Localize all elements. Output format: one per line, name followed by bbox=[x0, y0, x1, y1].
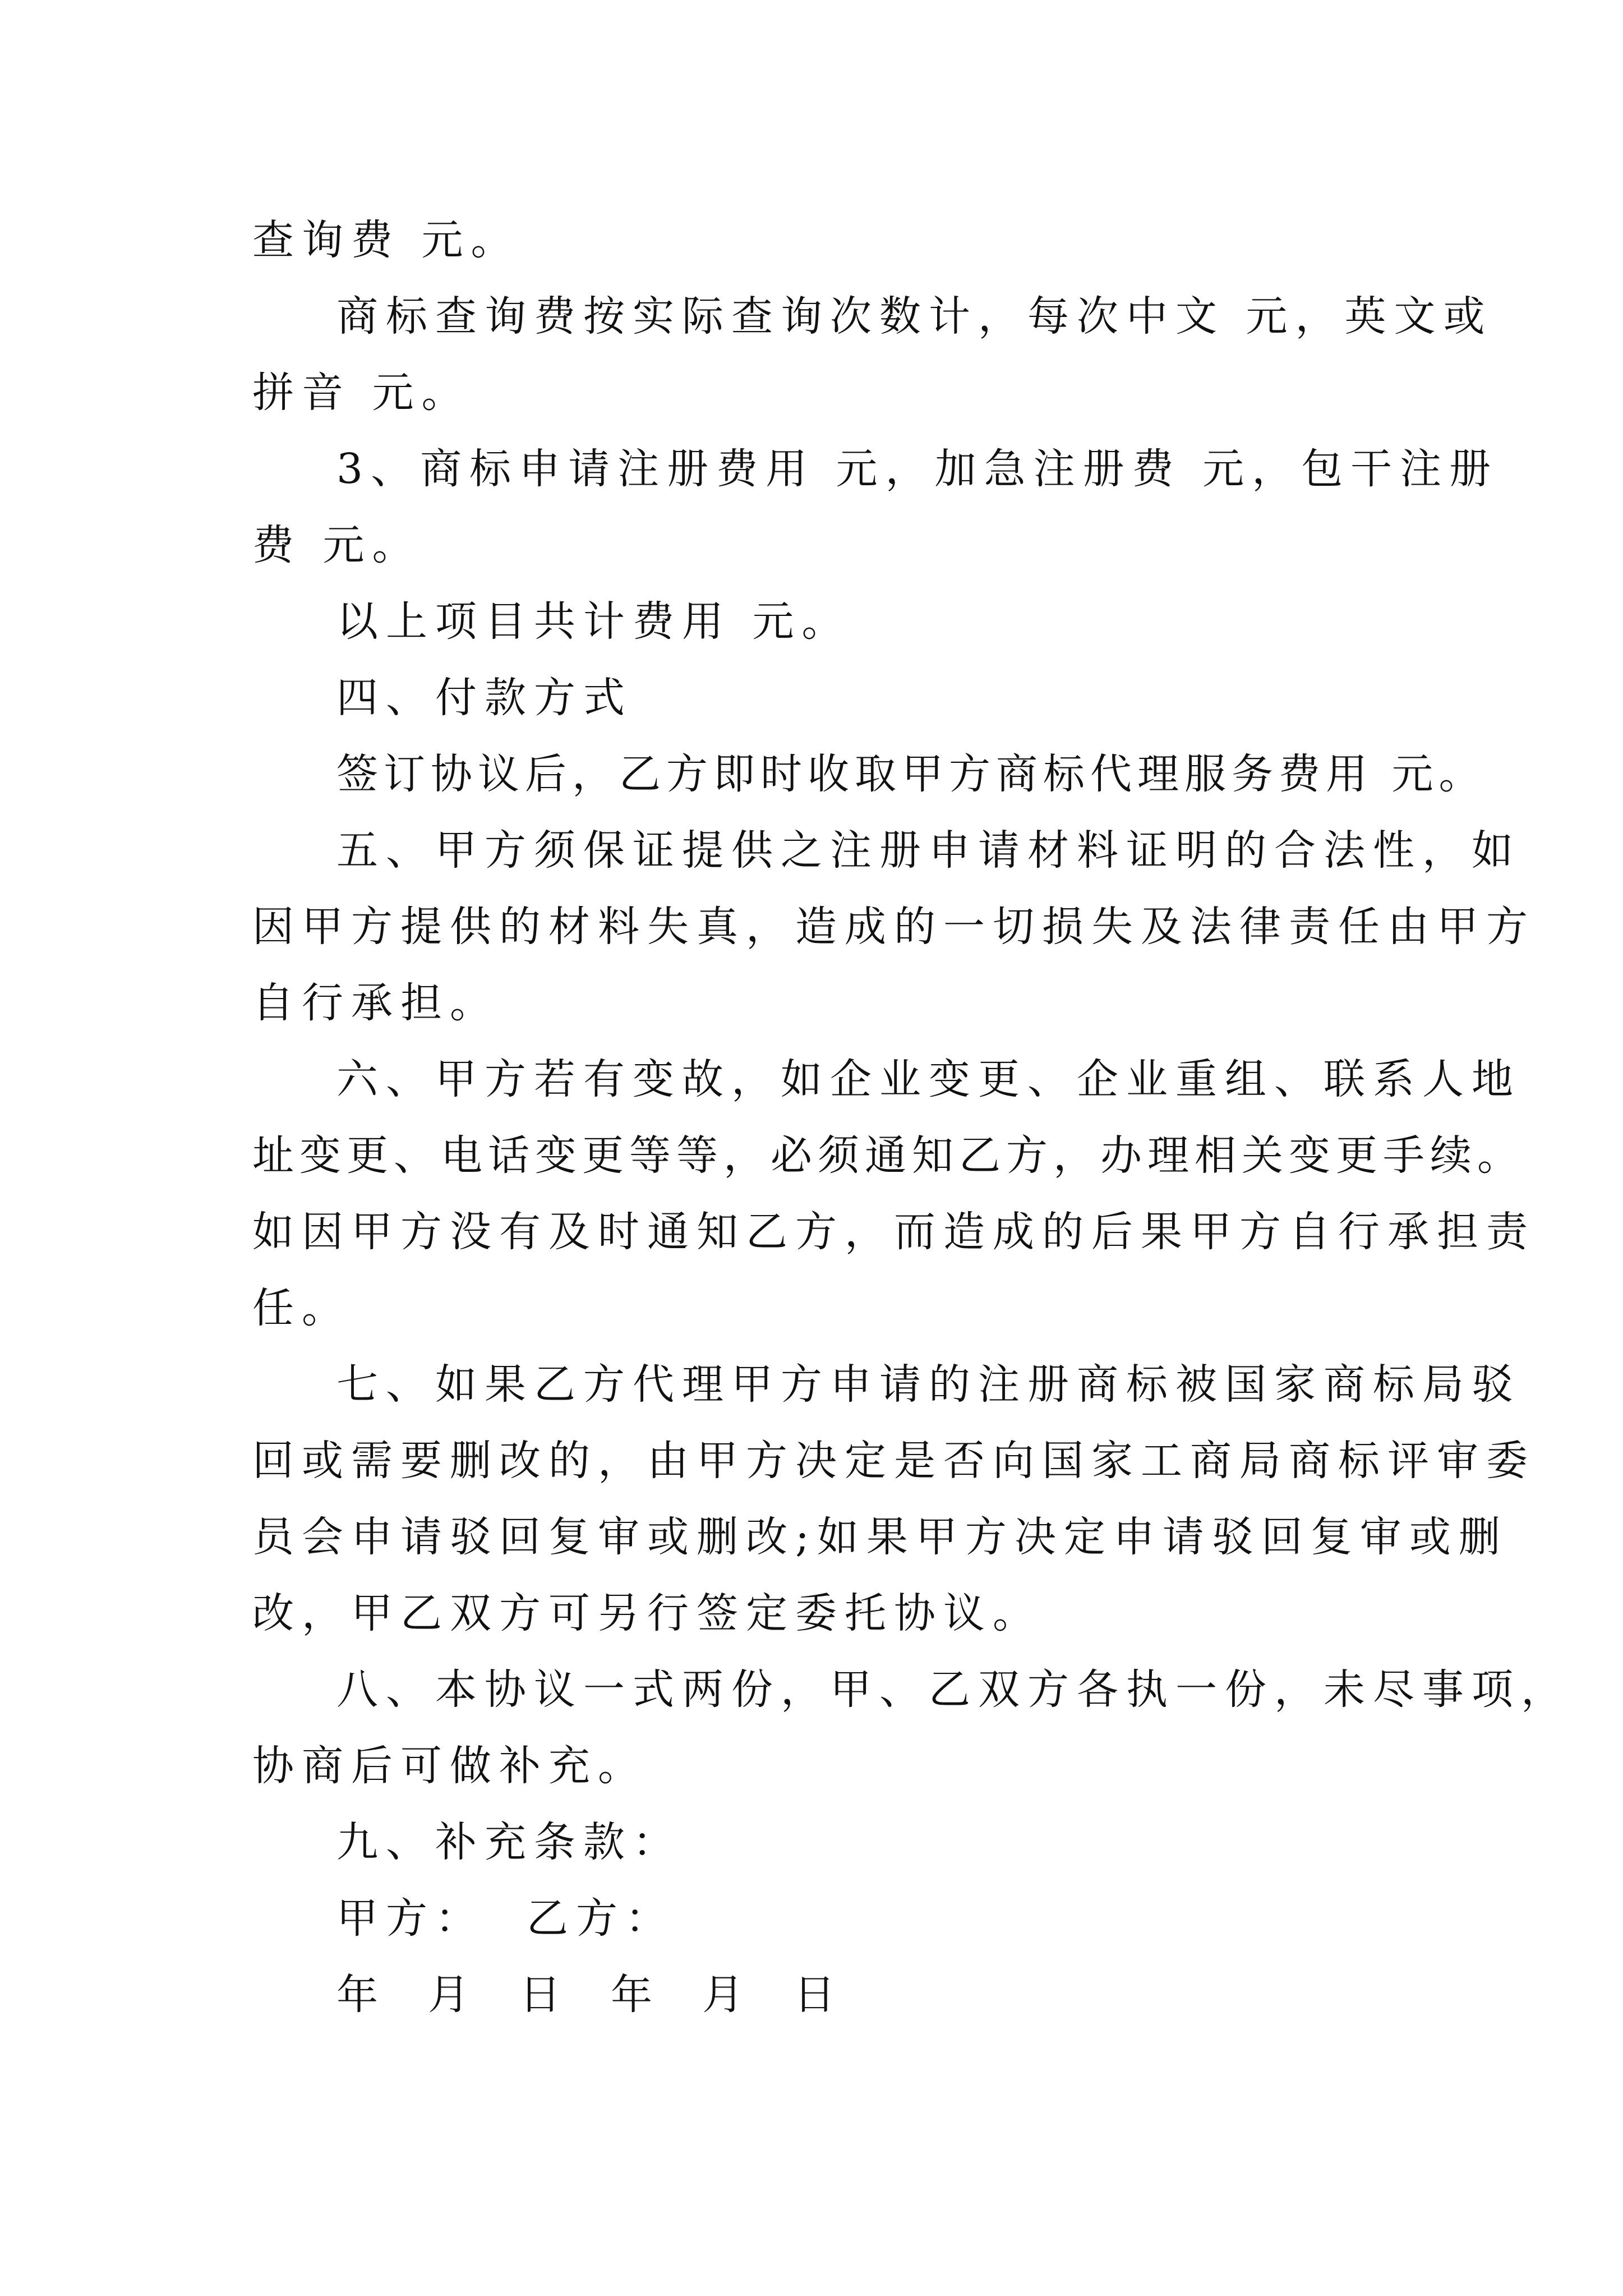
text-line: 址变更、电话变更等等，必须通知乙方，办理相关变更手续。 bbox=[252, 1131, 1524, 1180]
text-line: 七、如果乙方代理甲方申请的注册商标被国家商标局驳 bbox=[336, 1360, 1521, 1409]
text-line: 协商后可做补充。 bbox=[252, 1742, 647, 1790]
section-heading: 四、付款方式 bbox=[336, 674, 633, 722]
text-line: 改，甲乙双方可另行签定委托协议。 bbox=[252, 1589, 1042, 1637]
text-line: 因甲方提供的材料失真，造成的一切损失及法律责任由甲方 bbox=[252, 903, 1536, 951]
signature-dates: 年 月 日 年 月 日 bbox=[336, 1971, 843, 2019]
text-line: 如因甲方没有及时通知乙方，而造成的后果甲方自行承担责 bbox=[252, 1208, 1536, 1256]
text-line: 以上项目共计费用 元。 bbox=[336, 597, 851, 646]
text-line: 查询费 元。 bbox=[252, 216, 520, 264]
text-line: 自行承担。 bbox=[252, 979, 499, 1027]
text-line: 五、甲方须保证提供之注册申请材料证明的合法性，如 bbox=[336, 826, 1521, 875]
text-line: 任。 bbox=[252, 1284, 351, 1332]
section-heading: 九、补充条款： bbox=[336, 1818, 682, 1866]
signature-parties: 甲方： 乙方： bbox=[336, 1894, 675, 1943]
text-line: 3、商标申请注册费用 元，加急注册费 元，包干注册 bbox=[336, 445, 1499, 493]
text-line: 签订协议后，乙方即时收取甲方商标代理服务费用 元。 bbox=[336, 750, 1486, 798]
text-line: 六、甲方若有变故，如企业变更、企业重组、联系人地 bbox=[336, 1055, 1521, 1103]
text-line: 费 元。 bbox=[252, 521, 422, 569]
text-line: 八、本协议一式两份，甲、乙双方各执一份，未尽事项， bbox=[336, 1665, 1570, 1714]
text-line: 回或需要删改的，由甲方决定是否向国家工商局商标评审委 bbox=[252, 1437, 1536, 1485]
text-line: 拼音 元。 bbox=[252, 369, 471, 417]
text-line: 商标查询费按实际查询次数计，每次中文 元，英文或 bbox=[336, 292, 1493, 341]
text-line: 员会申请驳回复审或删改;如果甲方决定申请驳回复审或删 bbox=[252, 1513, 1508, 1561]
